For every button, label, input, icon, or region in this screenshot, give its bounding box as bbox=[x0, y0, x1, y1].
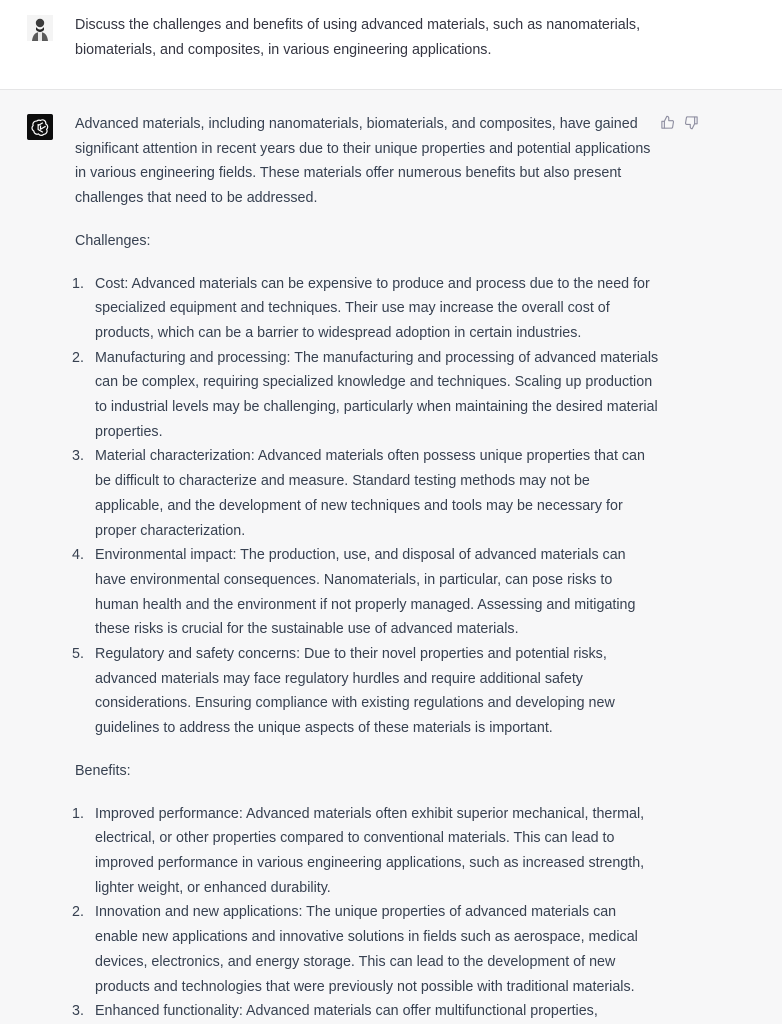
assistant-answer bbox=[72, 112, 660, 1024]
list-item-number: 2. bbox=[72, 349, 84, 366]
list-item bbox=[72, 444, 660, 543]
list-item-text: Material characterization: Advanced materials often possess unique properties that can be difficult to characterize and measure. Standard testing methods may not be applicable, and the development of new techniques and tools may be necessary for proper characterization. bbox=[95, 448, 645, 539]
benefits-list bbox=[72, 802, 660, 1024]
list-item-text: Regulatory and safety concerns: Due to their novel properties and potential risks, advanced materials may face regulatory hurdles and require additional safety considerations. Ensuring compliance with existing regulations and developing new guidelines to address the unique aspects of these materials is important. bbox=[95, 646, 615, 737]
list-item bbox=[72, 900, 660, 999]
openai-logo-icon bbox=[31, 118, 50, 137]
list-item-text: Cost: Advanced materials can be expensive to produce and process due to the need for specialized equipment and techniques. Their use may increase the overall cost of products, which can be a barrier to widespread adoption in certain industries. bbox=[95, 275, 650, 341]
list-item-number: 3. bbox=[72, 448, 84, 465]
list-item-text: Improved performance: Advanced materials often exhibit superior mechanical, thermal, electrical, or other properties compared to conventional materials. This can lead to improved performance in various engineering applications, such as increased strength, lighter weight, or enhanced durability. bbox=[95, 805, 645, 896]
thumbs-up-button[interactable] bbox=[660, 115, 675, 130]
challenges-heading: Challenges: bbox=[75, 232, 151, 249]
list-item bbox=[72, 802, 660, 901]
user-avatar-photo-icon bbox=[27, 15, 53, 41]
list-item bbox=[72, 642, 660, 741]
assistant-avatar bbox=[27, 114, 53, 140]
list-item-number: 3. bbox=[72, 1003, 84, 1020]
list-item-number: 2. bbox=[72, 904, 84, 921]
list-item bbox=[72, 272, 660, 346]
feedback-buttons bbox=[660, 115, 699, 130]
thumbs-up-icon bbox=[660, 115, 675, 130]
user-prompt-text: Discuss the challenges and benefits of using advanced materials, such as nanomaterials, biomaterials, and composites, in various engineering applications. bbox=[75, 17, 641, 58]
challenges-list bbox=[72, 272, 660, 741]
thumbs-down-icon bbox=[684, 115, 699, 130]
list-item bbox=[72, 346, 660, 445]
list-item bbox=[72, 543, 660, 642]
list-item-text: Environmental impact: The production, use, and disposal of advanced materials can have environmental consequences. Nanomaterials, in particular, can pose risks to human health and the environment if not properly managed. Assessing and mitigating these risks is crucial for the sustainable use of advanced materials. bbox=[95, 547, 636, 638]
user-avatar bbox=[27, 15, 53, 41]
list-item-number: 4. bbox=[72, 547, 84, 564]
list-item-text: Innovation and new applications: The unique properties of advanced materials can enable new applications and innovative solutions in fields such as aerospace, medical devices, electronics, and energy storage. This can lead to the development of new products and technologies that were previously not possible with traditional materials. bbox=[95, 904, 638, 995]
answer-intro: Advanced materials, including nanomaterials, biomaterials, and composites, have gained significant attention in recent years due to their unique properties and potential applications in various engineering fields. These materials offer numerous benefits but also present challenges that need to be addressed. bbox=[75, 116, 651, 207]
user-message-row bbox=[0, 0, 782, 90]
list-item-text: Manufacturing and processing: The manufacturing and processing of advanced materials can be complex, requiring specialized knowledge and techniques. Scaling up production to industrial levels may be challenging, particularly when maintaining the desired material properties. bbox=[95, 349, 659, 440]
list-item-number: 5. bbox=[72, 646, 84, 663]
list-item-number: 1. bbox=[72, 805, 84, 822]
benefits-heading: Benefits: bbox=[75, 762, 131, 779]
list-item-number: 1. bbox=[72, 275, 84, 292]
thumbs-down-button[interactable] bbox=[684, 115, 699, 130]
list-item bbox=[72, 999, 660, 1024]
list-item-text: Enhanced functionality: Advanced materials can offer multifunctional properties, bbox=[95, 1003, 598, 1020]
assistant-message-row bbox=[0, 90, 782, 1024]
